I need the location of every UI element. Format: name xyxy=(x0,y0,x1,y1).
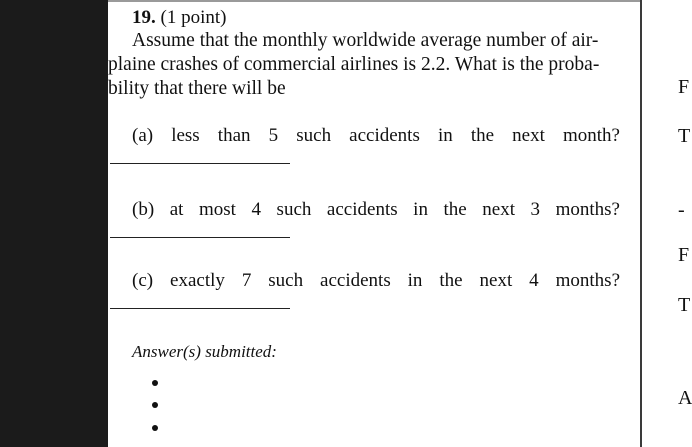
adjacent-page-fragment xyxy=(642,0,692,447)
top-rule xyxy=(108,0,640,2)
question-text-line-2: plaine crashes of commercial airlines is 2.2. What is the proba- xyxy=(108,54,600,75)
question-header xyxy=(132,7,226,29)
question-points: (1 point) xyxy=(160,7,227,28)
part-b-answer-blank[interactable] xyxy=(110,237,290,238)
part-a-answer-blank[interactable] xyxy=(110,163,290,164)
answers-submitted-label: Answer(s) submitted: xyxy=(132,342,277,361)
fragment-text: F xyxy=(678,244,690,266)
question-number: 19. xyxy=(132,7,156,28)
fragment-text: A xyxy=(678,387,692,409)
part-a-text: (a) less than 5 such accidents in the next month? xyxy=(132,125,620,146)
fragment-text: T xyxy=(678,125,691,147)
question-text xyxy=(108,29,620,101)
part-c-answer-blank[interactable] xyxy=(110,308,290,309)
fragment-text: F xyxy=(678,76,690,98)
question-text-line-1: Assume that the monthly worldwide average number of air- xyxy=(132,30,599,51)
question-text-line-3: bility that there will be xyxy=(108,78,286,99)
answer-bullet xyxy=(152,402,158,408)
part-c-text: (c) exactly 7 such accidents in the next 4 months? xyxy=(132,270,620,291)
left-dark-margin xyxy=(0,0,108,447)
fragment-text: - xyxy=(678,199,685,221)
answer-bullet xyxy=(152,380,158,386)
document-page xyxy=(108,0,640,447)
part-b-text: (b) at most 4 such accidents in the next 3 months? xyxy=(132,199,620,220)
answer-bullet xyxy=(152,425,158,431)
fragment-text: T xyxy=(678,294,691,316)
